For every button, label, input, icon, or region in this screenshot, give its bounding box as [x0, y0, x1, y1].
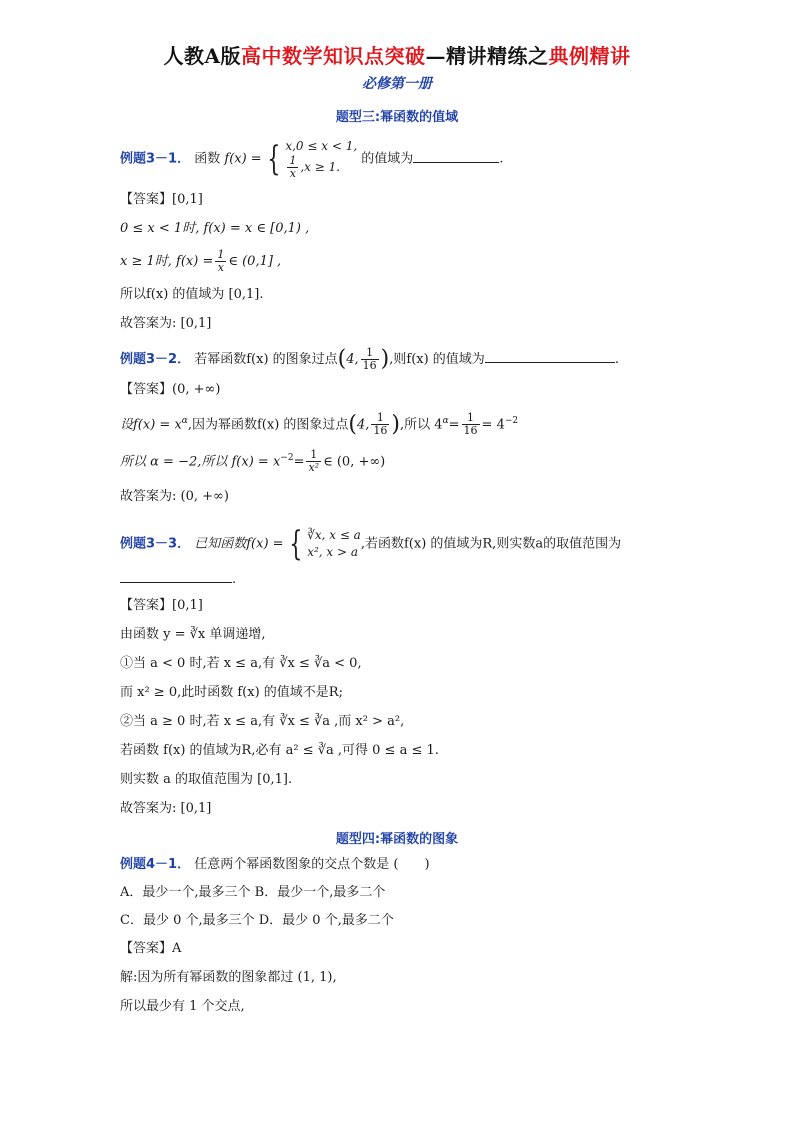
- solution-line: 0 ≤ x < 1时, f(x) = x ∈ [0,1) ,: [120, 221, 310, 236]
- solution-line: 则实数 a 的取值范围为 [0,1].: [120, 772, 293, 787]
- left-brace: {: [288, 524, 302, 564]
- piecewise-cases: [307, 527, 361, 561]
- case-2: $\frac{1}{x}$ ,x ≥ 1.: [289, 154, 341, 180]
- fraction: $\frac{1}{16}$: [362, 346, 377, 372]
- title-part-1: 人教A版: [163, 44, 242, 68]
- solution-line: 所以最少有 1 个交点,: [120, 999, 245, 1014]
- fraction: $\frac{1}{x}$: [289, 154, 297, 180]
- piecewise-cases: [285, 138, 357, 180]
- fraction: $\frac{1}{x}$: [217, 248, 225, 274]
- answer-line: 【答案】(0, +∞): [120, 382, 221, 397]
- answer-blank: [120, 570, 232, 583]
- example-3-1-question: 例题3－1． 函数 f(x) = { x,0 ≤ x < 1, $\frac{1}{x}$ ,x ≥ 1. 的值域为 .: [120, 139, 504, 180]
- solution-line: 故答案为: [0,1]: [120, 801, 212, 816]
- question-text: 函数: [194, 151, 221, 167]
- solution-line: ②当 a ≥ 0 时,若 x ≤ a,有 ∛x ≤ ∛a ,而 x² > a²,: [120, 714, 405, 729]
- solution-line: 若函数 f(x) 的值域为R,必有 a² ≤ ∛a ,可得 0 ≤ a ≤ 1.: [120, 743, 439, 758]
- example-3-3-question: 例题3－3． 已知函数f(x) = { ∛x, x ≤ a x², x > a ,若函数f(x) 的值域为R,则实数a的取值范围为: [120, 524, 622, 564]
- solution-line: 设$f(x) = x^\alpha$,因为幂函数f(x) 的图象过点(4, $\frac{1}{16}$ ),所以 $4^\alpha=$ $\frac{1}{16}$ = $4^{-2}$: [120, 411, 519, 438]
- answer-line: 【答案】[0,1]: [120, 192, 203, 207]
- example-label: 例题3－3．: [120, 536, 191, 552]
- answer-blank: [485, 350, 615, 363]
- answer-blank-line: .: [120, 570, 236, 589]
- math-text: f(x) =: [224, 151, 262, 167]
- example-4-1-question: 例题4－1． 任意两个幂函数图象的交点个数是 ( ): [120, 857, 430, 872]
- title-part-3: —精讲精练之: [425, 44, 549, 68]
- solution-line: ①当 a < 0 时,若 x ≤ a,有 ∛x ≤ ∛a < 0,: [120, 656, 362, 671]
- solution-line: 故答案为: [0,1]: [120, 316, 212, 331]
- option-line: A．最少一个,最多三个 B．最少一个,最多二个: [120, 885, 386, 900]
- left-brace: {: [267, 139, 281, 179]
- solution-line: 所以 α = −2,所以 $f(x) = x^{-2}=$ $\frac{1}{\text{x²}}$ ∈ (0, +∞): [120, 448, 386, 475]
- answer-line: 【答案】[0,1]: [120, 598, 203, 613]
- solution-line: 而 x² ≥ 0,此时函数 f(x) 的值域不是R;: [120, 685, 343, 700]
- title-part-4: 典例精讲: [548, 44, 631, 68]
- example-label: 例题3－2．: [120, 352, 191, 367]
- case-1: x,0 ≤ x < 1,: [285, 139, 358, 153]
- page-title: [0, 40, 794, 69]
- question-text: 的值域为: [361, 151, 414, 167]
- option-line: C．最少 0 个,最多三个 D．最少 0 个,最多二个: [120, 913, 394, 928]
- section-heading-3: 题型三:幂函数的值域: [335, 110, 459, 125]
- title-part-2: 高中数学知识点突破: [241, 44, 426, 68]
- solution-line: 解:因为所有幂函数的图象都过 (1, 1),: [120, 970, 337, 985]
- solution-line: 由函数 y = ∛x 单调递增,: [120, 627, 266, 642]
- solution-line: x ≥ 1时, f(x) = $\frac{1}{x}$ ∈ (0,1] ,: [120, 248, 282, 274]
- answer-blank: [413, 150, 499, 163]
- example-label: 例题4－1．: [120, 857, 191, 872]
- page-subtitle: 必修第一册: [362, 76, 432, 92]
- solution-line: 所以f(x) 的值域为 [0,1].: [120, 287, 264, 302]
- answer-line: 【答案】A: [120, 941, 182, 956]
- solution-line: 故答案为: (0, +∞): [120, 489, 229, 504]
- section-heading-4: 题型四:幂函数的图象: [335, 832, 459, 847]
- case-1: ∛x, x ≤ a: [307, 528, 361, 542]
- case-2: x², x > a: [307, 545, 358, 559]
- example-3-2-question: 例题3－2． 若幂函数f(x) 的图象过点(4, $\frac{1}{16}$ ),则f(x) 的值域为 .: [120, 346, 619, 372]
- example-label: 例题3－1．: [120, 151, 191, 167]
